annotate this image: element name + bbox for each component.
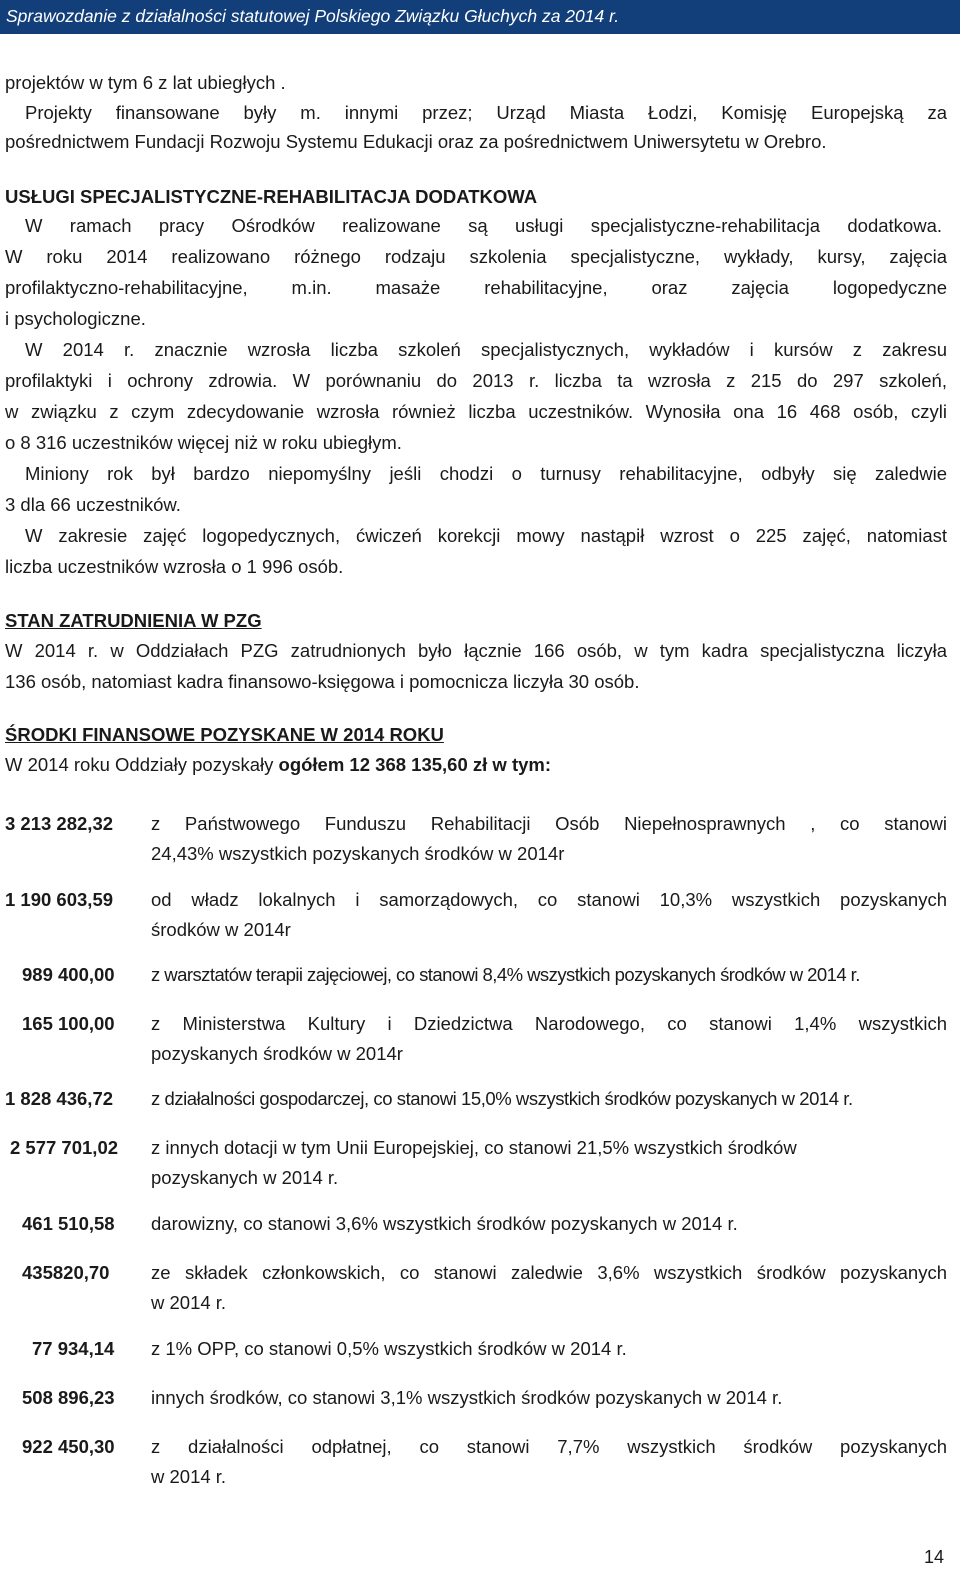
fund-amount: 508 896,23 — [22, 1387, 115, 1408]
fund-description: darowizny, co stanowi 3,6% wszystkich środków pozyskanych w 2014 r. — [151, 1213, 738, 1234]
fund-description: z Ministerstwa Kultury i Dziedzictwa Narodowego, co stanowi 1,4% wszystkich — [151, 1013, 947, 1034]
fund-description: z warsztatów terapii zajęciowej, co stanowi 8,4% wszystkich pozyskanych środków w 2014 r. — [151, 964, 860, 985]
section-heading-funds: ŚRODKI FINANSOWE POZYSKANE W 2014 ROKU — [5, 724, 444, 745]
fund-amount: 3 213 282,32 — [5, 813, 114, 834]
document-title: Sprawozdanie z działalności statutowej Polskiego Związku Głuchych za 2014 r. — [6, 6, 620, 26]
rehab-line-6: profilaktyki i ochrony zdrowia. W porównaniu do 2013 r. liczba ta wzrosła z 215 do 297 szkoleń, — [5, 370, 947, 391]
rehab-line-7: w związku z czym zdecydowanie wzrosła również liczba uczestników. Wynosiła ona 16 468 osób, czyli — [5, 401, 947, 422]
fund-description: od władz lokalnych i samorządowych, co stanowi 10,3% wszystkich pozyskanych — [151, 889, 947, 910]
fund-description: ze składek członkowskich, co stanowi zaledwie 3,6% wszystkich środków pozyskanych — [151, 1262, 947, 1283]
rehab-line-3: profilaktyczno-rehabilitacyjne, m.in. masaże rehabilitacyjne, oraz zajęcia logopedyczne — [5, 277, 947, 298]
fund-description: innych środków, co stanowi 3,1% wszystkich środków pozyskanych w 2014 r. — [151, 1387, 783, 1408]
rehab-line-2: W roku 2014 realizowano różnego rodzaju szkolenia specjalistyczne, wykłady, kursy, zajęcia — [5, 246, 947, 267]
fund-amount: 2 577 701,02 — [10, 1137, 119, 1158]
intro-line-1: projektów w tym 6 z lat ubiegłych . — [5, 72, 286, 93]
fund-description-cont: pozyskanych w 2014 r. — [151, 1167, 339, 1188]
fund-amount: 989 400,00 — [22, 964, 115, 985]
page-number: 14 — [923, 1547, 944, 1567]
rehab-line-4: i psychologiczne. — [5, 308, 146, 329]
rehab-line-1: W ramach pracy Ośrodków realizowane są usługi specjalistyczne-rehabilitacja dodatkowa. — [25, 215, 942, 236]
rehab-line-10: 3 dla 66 uczestników. — [5, 494, 181, 515]
staff-line-1: W 2014 r. w Oddziałach PZG zatrudnionych było łącznie 166 osób, w tym kadra specjalistyczna liczyła — [5, 640, 947, 661]
fund-amount: 922 450,30 — [22, 1436, 115, 1457]
fund-amount: 461 510,58 — [22, 1213, 115, 1234]
section-heading-employment: STAN ZATRUDNIENIA W PZG — [5, 610, 262, 631]
rehab-line-12: liczba uczestników wzrosła o 1 996 osób. — [5, 556, 344, 577]
fund-amount: 435820,70 — [22, 1262, 110, 1283]
fund-description-cont: w 2014 r. — [151, 1466, 227, 1487]
rehab-line-9: Miniony rok był bardzo niepomyślny jeśli chodzi o turnusy rehabilitacyjne, odbyły się zaledwie — [25, 463, 947, 484]
fund-amount: 77 934,14 — [32, 1338, 115, 1359]
fund-description: z innych dotacji w tym Unii Europejskiej, co stanowi 21,5% wszystkich środków — [151, 1137, 797, 1158]
section-heading-rehabilitation: USŁUGI SPECJALISTYCZNE-REHABILITACJA DODATKOWA — [5, 186, 538, 207]
funds-summary-total: ogółem 12 368 135,60 zł w tym: — [278, 754, 552, 775]
intro-line-2: Projekty finansowane były m. innymi przez; Urząd Miasta Łodzi, Komisję Europejską za — [25, 102, 947, 123]
funds-summary — [5, 749, 551, 781]
fund-description-cont: 24,43% wszystkich pozyskanych środków w 2014r — [151, 843, 565, 864]
fund-description: z Państwowego Funduszu Rehabilitacji Osób Niepełnosprawnych , co stanowi — [151, 813, 947, 834]
fund-description: z działalności gospodarczej, co stanowi 15,0% wszystkich środków pozyskanych w 2014 r. — [151, 1088, 853, 1109]
fund-description: z 1% OPP, co stanowi 0,5% wszystkich środków w 2014 r. — [151, 1338, 627, 1359]
page-header-bar — [0, 0, 960, 34]
fund-description: z działalności odpłatnej, co stanowi 7,7% wszystkich środków pozyskanych — [151, 1436, 947, 1457]
fund-amount: 165 100,00 — [22, 1013, 115, 1034]
rehab-line-11: W zakresie zajęć logopedycznych, ćwiczeń korekcji mowy nastąpił wzrost o 225 zajęć, natomiast — [25, 525, 947, 546]
rehab-line-8: o 8 316 uczestników więcej niż w roku ubiegłym. — [5, 432, 402, 453]
staff-line-2: 136 osób, natomiast kadra finansowo-księgowa i pomocnicza liczyła 30 osób. — [5, 671, 640, 692]
intro-line-3: pośrednictwem Fundacji Rozwoju Systemu Edukacji oraz za pośrednictwem Uniwersytetu w Orebro. — [5, 131, 827, 152]
fund-amount: 1 190 603,59 — [5, 889, 114, 910]
rehab-line-5: W 2014 r. znacznie wzrosła liczba szkoleń specjalistycznych, wykładów i kursów z zakresu — [25, 339, 947, 360]
fund-amount: 1 828 436,72 — [5, 1088, 114, 1109]
fund-description-cont: pozyskanych środków w 2014r — [151, 1043, 403, 1064]
fund-description-cont: środków w 2014r — [151, 919, 291, 940]
funds-summary-prefix: W 2014 roku Oddziały pozyskały — [5, 754, 279, 775]
fund-description-cont: w 2014 r. — [151, 1292, 227, 1313]
